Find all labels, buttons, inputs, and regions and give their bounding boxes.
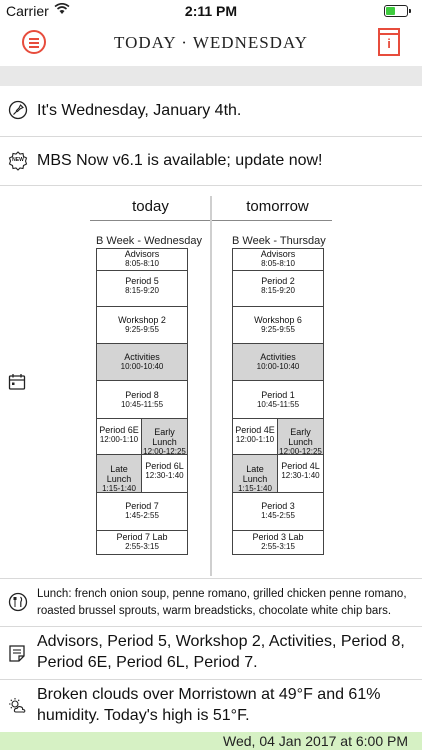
block: Period 1 10:45-11:55 [233, 381, 323, 419]
block: Early Lunch 12:00-12:25 [278, 419, 323, 455]
block: Period 6E 12:00-1:10 [97, 419, 142, 455]
weather-row [0, 680, 422, 732]
today-week-label: B Week - Wednesday [96, 235, 202, 247]
block: Period 7 Lab 2:55-3:15 [116, 532, 168, 551]
notepad-icon [8, 644, 28, 664]
block: Period 6L 12:30-1:40 [142, 455, 187, 493]
block: Period 8 10:45-11:55 [97, 381, 187, 419]
update-timestamp: Wed, 04 Jan 2017 at 6:00 PM [223, 733, 408, 749]
tomorrow-heading: tomorrow [246, 198, 309, 215]
block: Period 7 1:45-2:55 [97, 493, 187, 531]
status-bar [0, 0, 422, 22]
pin-icon [8, 100, 28, 120]
block: Period 4E 12:00-1:10 [233, 419, 278, 455]
new-badge-text: NEW [12, 157, 24, 163]
classes-text: Advisors, Period 5, Workshop 2, Activities, Period 8, Period 6E, Period 6L, Period 7. [37, 633, 405, 671]
block: Period 4L 12:30-1:40 [278, 455, 323, 493]
date-text: It's Wednesday, January 4th. [37, 102, 242, 119]
utensils-icon [8, 592, 28, 612]
nav-bar [0, 22, 422, 66]
block: Workshop 2 9:25-9:55 [97, 307, 187, 344]
block: Period 5 8:15-9:20 [97, 271, 187, 307]
today-schedule-grid [96, 248, 188, 555]
book-icon[interactable]: i [378, 28, 400, 56]
block: Activities 10:00-10:40 [97, 344, 187, 381]
date-row [0, 86, 422, 137]
sun-cloud-icon [8, 697, 28, 717]
update-row[interactable] [0, 137, 422, 186]
header-divider [0, 66, 422, 86]
block: Advisors 8:05-8:10 [97, 249, 187, 271]
carrier-label: Carrier [6, 3, 49, 19]
block: Advisors 8:05-8:10 [233, 249, 323, 271]
lunch-row [0, 579, 422, 627]
new-badge-icon [8, 151, 28, 171]
block: Period 3 Lab 2:55-3:15 [252, 532, 304, 551]
calendar-icon [8, 373, 28, 393]
block: Activities 10:00-10:40 [233, 344, 323, 381]
block: Period 3 1:45-2:55 [233, 493, 323, 531]
classes-row [0, 627, 422, 680]
tomorrow-week-label: B Week - Thursday [232, 235, 326, 247]
schedule-row [0, 186, 422, 579]
update-text[interactable]: MBS Now v6.1 is available; update now! [37, 152, 323, 169]
block: Workshop 6 9:25-9:55 [233, 307, 323, 344]
update-timestamp-bar [0, 732, 422, 750]
tomorrow-schedule-grid [232, 248, 324, 555]
block: Period 2 8:15-9:20 [233, 271, 323, 307]
block: Late Lunch 1:15-1:40 [233, 455, 278, 493]
page-title: TODAY · WEDNESDAY [114, 33, 308, 52]
block: Early Lunch 12:00-12:25 [142, 419, 187, 455]
today-heading: today [132, 198, 169, 215]
schedule-divider [210, 196, 212, 576]
block: Late Lunch 1:15-1:40 [97, 455, 142, 493]
battery-icon [384, 5, 408, 17]
weather-text: Broken clouds over Morristown at 49°F and 61% humidity. Today's high is 51°F. [37, 686, 381, 724]
lunch-text: Lunch: french onion soup, penne romano, grilled chicken penne romano, roasted brussel sprouts, warm breadsticks, chocolate white chip bars. [37, 588, 407, 617]
clock: 2:11 PM [184, 3, 238, 19]
